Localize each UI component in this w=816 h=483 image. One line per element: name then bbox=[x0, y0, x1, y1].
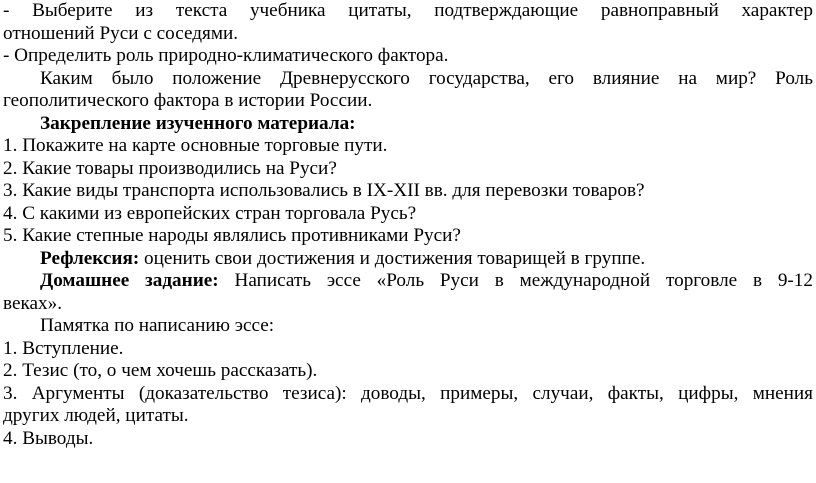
reflection-label: Рефлексия: bbox=[40, 247, 140, 269]
memo-conclusion: 4. Выводы. bbox=[3, 427, 94, 449]
consolidation-item: 3. Какие виды транспорта использовались в IX-XII вв. для перевозки товаров? bbox=[3, 180, 645, 201]
task-quotes-line: - Выберите из текста учебника цитаты, подтверждающие равноправный характер bbox=[3, 0, 813, 21]
task-climate-factor: - Определить роль природно-климатического фактора. bbox=[3, 45, 449, 66]
memo-arguments-end: других людей, цитаты. bbox=[3, 405, 189, 426]
consolidation-heading: Закрепление изученного материала: bbox=[40, 112, 356, 134]
homework-text: Написать эссе «Роль Руси в международной торговле в 9-12 bbox=[218, 270, 813, 291]
consolidation-item: 2. Какие товары производились на Руси? bbox=[3, 157, 337, 179]
consolidation-item: 1. Покажите на карте основные торговые пути. bbox=[3, 135, 388, 156]
memo-heading: Памятка по написанию эссе: bbox=[40, 315, 275, 336]
reflection-text: оценить свои достижения и достижения товарищей в группе. bbox=[139, 247, 646, 269]
task-quotes-line-end: отношений Руси с соседями. bbox=[3, 22, 239, 44]
homework-text-end: веках». bbox=[3, 292, 62, 314]
reflection-paragraph bbox=[3, 248, 813, 271]
memo-item: 2. Тезис (то, о чем хочешь рассказать). bbox=[3, 360, 318, 381]
homework-paragraph bbox=[3, 270, 813, 293]
question-line-end: геополитического фактора в истории России. bbox=[3, 90, 373, 111]
memo-arguments: 3. Аргументы (доказательство тезиса): доводы, примеры, случаи, факты, цифры, мнения bbox=[3, 382, 813, 404]
homework-label: Домашнее задание: bbox=[40, 270, 219, 291]
question-line: Каким было положение Древнерусского государства, его влияние на мир? Роль bbox=[40, 67, 813, 89]
consolidation-item: 4. С какими из европейских стран торговала Русь? bbox=[3, 202, 417, 224]
consolidation-item: 5. Какие степные народы являлись противниками Руси? bbox=[3, 225, 461, 246]
memo-item: 1. Вступление. bbox=[3, 337, 124, 359]
